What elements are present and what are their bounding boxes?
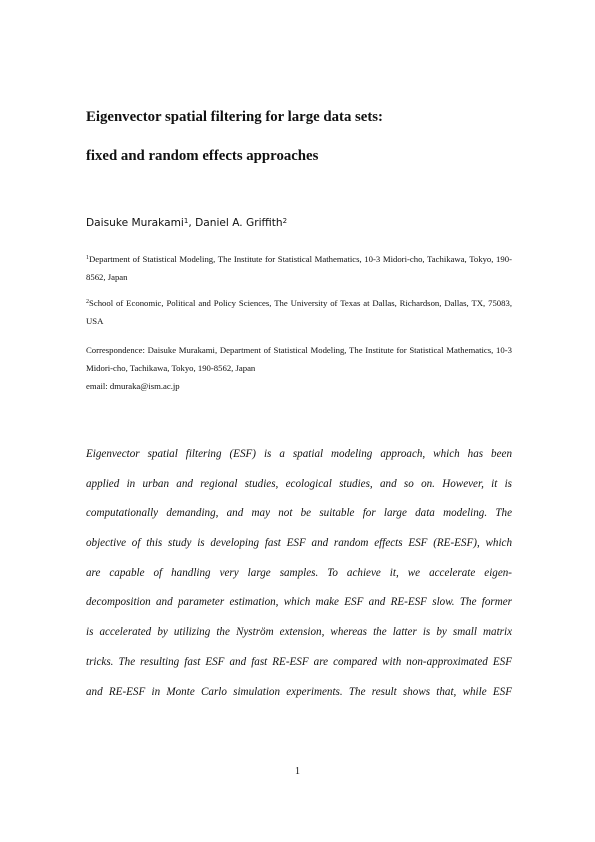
abstract-line: computationally demanding, and may not be suitable for large data modeling. The [86, 507, 512, 520]
affiliation-marker: 2 [86, 299, 89, 305]
abstract-line: objective of this study is developing fast ESF and random effects ESF (RE-ESF), which [86, 537, 512, 550]
paper-title-line-1: Eigenvector spatial filtering for large data sets: [86, 109, 383, 125]
paper-title-line-2: fixed and random effects approaches [86, 148, 319, 164]
author-affiliation-marker: 1 [183, 217, 189, 225]
affiliation-text: School of Economic, Political and Policy Sciences, The University of Texas at Dallas, Richardson, Dallas, TX, 75083, USA [86, 298, 512, 326]
abstract [86, 440, 512, 707]
correspondence: Correspondence: Daisuke Murakami, Department of Statistical Modeling, The Institute for Statistical Mathematics, 10-3 Midori-cho, Tachikawa, Tokyo, 190-8562, Japan [86, 345, 512, 373]
abstract-line: are capable of handling very large samples. To achieve it, we accelerate eigen- [86, 566, 512, 579]
abstract-line: applied in urban and regional studies, ecological studies, and so on. However, it is [86, 477, 512, 490]
affiliation-marker: 1 [86, 255, 89, 261]
author-name: Daisuke Murakami [86, 217, 184, 229]
affiliation-1 [86, 251, 512, 286]
abstract-line: tricks. The resulting fast ESF and fast RE-ESF are compared with non-approximated ESF [86, 655, 512, 668]
abstract-line: is accelerated by utilizing the Nyström extension, whereas the latter is by small matrix [86, 626, 512, 639]
abstract-line: Eigenvector spatial filtering (ESF) is a spatial modeling approach, which has been [86, 448, 512, 460]
abstract-line: decomposition and parameter estimation, which make ESF and RE-ESF slow. The former [86, 596, 512, 609]
author-separator: , [188, 217, 196, 229]
email-line: email: dmuraka@ism.ac.jp [86, 381, 180, 391]
abstract-line: and RE-ESF in Monte Carlo simulation experiments. The result shows that, while ESF [86, 685, 512, 698]
affiliation-text: Department of Statistical Modeling, The Institute for Statistical Mathematics, 10-3 Midori-cho, Tachikawa, Tokyo, 190-8562, Japan [86, 254, 512, 282]
author-name: Daniel A. Griffith [195, 217, 283, 229]
author-list [86, 216, 287, 230]
page-number: 1 [295, 766, 300, 777]
affiliation-2 [86, 295, 512, 330]
author-affiliation-marker: 2 [282, 217, 288, 225]
